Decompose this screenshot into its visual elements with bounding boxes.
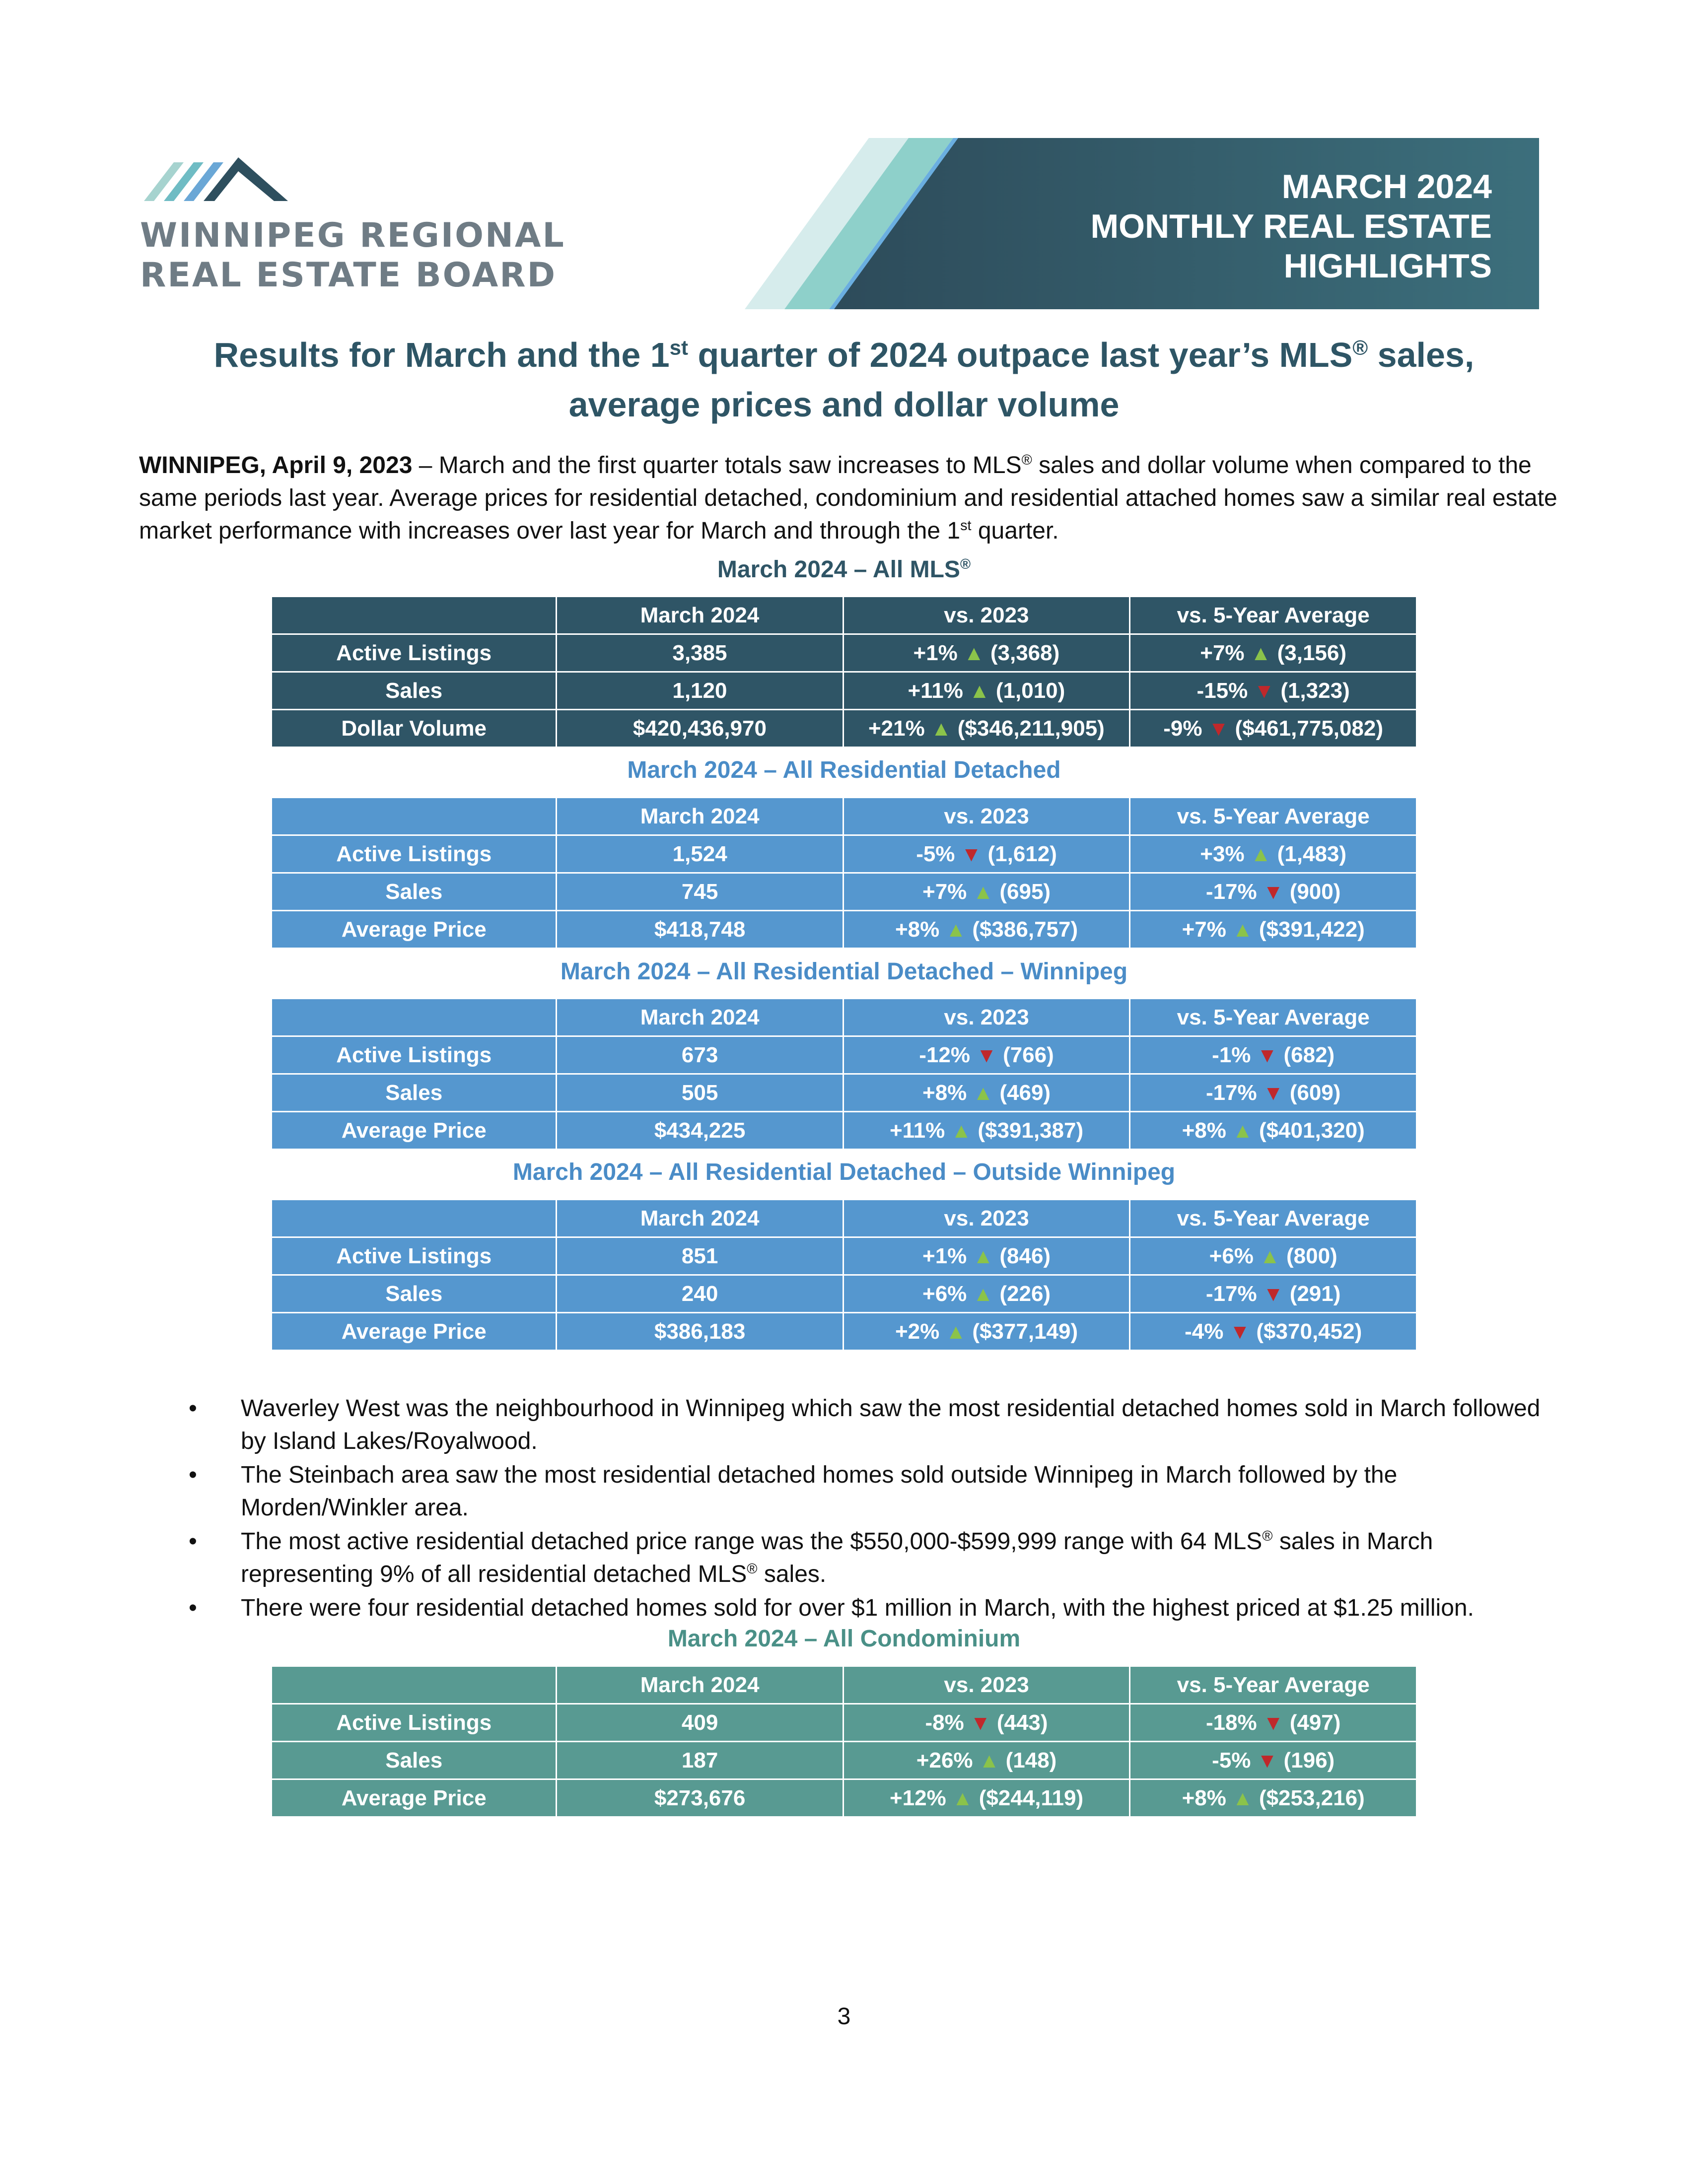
- header-vs-5yr: vs. 5-Year Average: [1130, 999, 1417, 1036]
- wrreb-logo: [140, 151, 565, 295]
- row-label: Average Price: [272, 911, 557, 949]
- intro-reg: ®: [1021, 452, 1032, 468]
- up-arrow-icon: ▲: [1232, 917, 1253, 941]
- table-row: [272, 1036, 1417, 1074]
- table-row: [272, 873, 1417, 911]
- vs-2023-cell: [843, 634, 1130, 672]
- pct: +1%: [922, 1243, 967, 1268]
- vs-2023-cell: [843, 835, 1130, 873]
- compare-value: (609): [1289, 1080, 1341, 1105]
- up-arrow-icon: ▲: [1260, 1244, 1280, 1268]
- vs-2023-cell: [843, 672, 1130, 710]
- vs-2023-cell: [843, 1742, 1130, 1779]
- row-value: $273,676: [557, 1779, 843, 1817]
- row-value: 1,120: [557, 672, 843, 710]
- compare-value: (900): [1289, 879, 1341, 904]
- up-arrow-icon: ▲: [1250, 842, 1271, 866]
- row-label: Sales: [272, 672, 557, 710]
- row-label: Sales: [272, 873, 557, 911]
- vs-2023-cell: [843, 1074, 1130, 1112]
- down-arrow-icon: ▼: [1263, 1081, 1284, 1104]
- headline: [139, 330, 1549, 429]
- vs-5yr-cell: [1130, 1112, 1417, 1150]
- caption-detached-winnipeg: March 2024 – All Residential Detached – Winnipeg: [560, 958, 1128, 985]
- down-arrow-icon: ▼: [1263, 1282, 1284, 1305]
- intro-text1: – March and the first quarter totals saw increases to MLS: [412, 452, 1022, 478]
- pct: +2%: [895, 1319, 940, 1344]
- table-row: [272, 911, 1417, 949]
- table-row: [272, 1742, 1417, 1779]
- bullet-text: There were four residential detached homes sold for over $1 million in March, with the highest priced at $1.25 million.: [241, 1595, 1474, 1621]
- row-label: Active Listings: [272, 1237, 557, 1275]
- compare-value: (1,323): [1280, 678, 1350, 703]
- row-value: 409: [557, 1704, 843, 1742]
- bullet-text: The most active residential detached price range was the $550,000-$599,999 range with 64 MLS: [241, 1528, 1263, 1555]
- down-arrow-icon: ▼: [1263, 880, 1284, 903]
- row-label: Sales: [272, 1742, 557, 1779]
- up-arrow-icon: ▲: [930, 716, 952, 740]
- table-row: [272, 1112, 1417, 1150]
- compare-value: (682): [1283, 1042, 1335, 1067]
- row-value: 240: [557, 1275, 843, 1313]
- header-march-2024: March 2024: [557, 798, 843, 835]
- row-label: Active Listings: [272, 634, 557, 672]
- vs-5yr-cell: [1130, 835, 1417, 873]
- caption-residential-detached: March 2024 – All Residential Detached: [627, 757, 1061, 783]
- row-value: $420,436,970: [557, 710, 843, 748]
- highlights-list: [139, 1392, 1559, 1626]
- compare-value: (3,156): [1277, 640, 1347, 665]
- logo-text-line1: WINNIPEG REGIONAL: [140, 216, 565, 255]
- reg-mark: ®: [747, 1561, 758, 1577]
- up-arrow-icon: ▲: [973, 1081, 994, 1104]
- table-residential-detached: [271, 797, 1417, 949]
- row-value: 3,385: [557, 634, 843, 672]
- pct: +7%: [1200, 640, 1245, 665]
- header-empty: [272, 1666, 557, 1704]
- compare-value: (800): [1286, 1243, 1337, 1268]
- vs-5yr-cell: [1130, 911, 1417, 949]
- up-arrow-icon: ▲: [973, 1244, 994, 1268]
- page-number: 3: [837, 2003, 851, 2030]
- banner-line1: MARCH 2024: [1281, 168, 1492, 205]
- pct: +6%: [922, 1281, 967, 1306]
- down-arrow-icon: ▼: [970, 1710, 991, 1734]
- compare-value: (1,010): [995, 678, 1065, 703]
- row-label: Sales: [272, 1074, 557, 1112]
- header-vs-2023: vs. 2023: [843, 798, 1130, 835]
- pct: +8%: [922, 1080, 967, 1105]
- header-march-2024: March 2024: [557, 1666, 843, 1704]
- header-vs-5yr: vs. 5-Year Average: [1130, 597, 1417, 634]
- vs-2023-cell: [843, 1704, 1130, 1742]
- row-label: Active Listings: [272, 1036, 557, 1074]
- pct: -5%: [916, 841, 955, 866]
- up-arrow-icon: ▲: [973, 1282, 994, 1305]
- vs-2023-cell: [843, 911, 1130, 949]
- down-arrow-icon: ▼: [961, 842, 982, 866]
- bullet-icon: •: [189, 1395, 197, 1422]
- row-label: Average Price: [272, 1112, 557, 1150]
- compare-value: ($244,119): [979, 1785, 1084, 1810]
- vs-5yr-cell: [1130, 1742, 1417, 1779]
- vs-5yr-cell: [1130, 1036, 1417, 1074]
- pct: -17%: [1205, 879, 1257, 904]
- table-row: [272, 1237, 1417, 1275]
- compare-value: (226): [999, 1281, 1051, 1306]
- row-value: 851: [557, 1237, 843, 1275]
- table-row: [272, 672, 1417, 710]
- header-banner: [745, 138, 1539, 309]
- row-value: 505: [557, 1074, 843, 1112]
- down-arrow-icon: ▼: [1208, 716, 1229, 740]
- row-label: Average Price: [272, 1313, 557, 1351]
- pct: -15%: [1196, 678, 1248, 703]
- compare-value: ($253,216): [1259, 1785, 1365, 1810]
- vs-5yr-cell: [1130, 710, 1417, 748]
- bullet-text: Waverley West was the neighbourhood in Winnipeg which saw the most residential detached homes sold in March followed by Island Lakes/Royalwood.: [241, 1395, 1541, 1454]
- intro-paragraph: [139, 449, 1559, 547]
- row-label: Sales: [272, 1275, 557, 1313]
- list-item: [139, 1525, 1559, 1591]
- table-row: [272, 634, 1417, 672]
- up-arrow-icon: ▲: [973, 880, 994, 903]
- header-vs-5yr: vs. 5-Year Average: [1130, 1200, 1417, 1237]
- header-vs-2023: vs. 2023: [843, 999, 1130, 1036]
- bullet-icon: •: [189, 1595, 197, 1621]
- headline-sup1: st: [669, 336, 688, 359]
- header-vs-5yr: vs. 5-Year Average: [1130, 798, 1417, 835]
- compare-value: (1,483): [1277, 841, 1347, 866]
- headline-line2: average prices and dollar volume: [568, 385, 1120, 424]
- table-condominium: [271, 1665, 1417, 1818]
- list-item: [139, 1459, 1559, 1524]
- vs-2023-cell: [843, 1237, 1130, 1275]
- bullet-icon: •: [189, 1462, 197, 1488]
- pct: +21%: [868, 716, 925, 741]
- up-arrow-icon: ▲: [952, 1786, 973, 1810]
- vs-2023-cell: [843, 1313, 1130, 1351]
- compare-value: ($391,387): [978, 1118, 1084, 1143]
- headline-part2: quarter of 2024 outpace last year’s MLS: [688, 336, 1353, 374]
- pct: -1%: [1212, 1042, 1251, 1067]
- intro-text3: quarter.: [971, 518, 1059, 544]
- compare-value: (469): [999, 1080, 1051, 1105]
- compare-value: ($377,149): [972, 1319, 1078, 1344]
- header-empty: [272, 597, 557, 634]
- vs-5yr-cell: [1130, 1704, 1417, 1742]
- table-header-row: [272, 999, 1417, 1036]
- down-arrow-icon: ▼: [1257, 1748, 1278, 1772]
- table-header-row: [272, 798, 1417, 835]
- pct: +8%: [1182, 1118, 1226, 1143]
- up-arrow-icon: ▲: [945, 917, 967, 941]
- logo-text-line2: REAL ESTATE BOARD: [140, 256, 557, 295]
- bullet-text: sales.: [757, 1561, 827, 1587]
- header-march-2024: March 2024: [557, 597, 843, 634]
- pct: +26%: [916, 1748, 973, 1773]
- compare-value: ($461,775,082): [1235, 716, 1384, 741]
- row-value: 187: [557, 1742, 843, 1779]
- header-vs-2023: vs. 2023: [843, 597, 1130, 634]
- row-label: Active Listings: [272, 1704, 557, 1742]
- row-label: Average Price: [272, 1779, 557, 1817]
- compare-value: (846): [999, 1243, 1051, 1268]
- header-vs-2023: vs. 2023: [843, 1200, 1130, 1237]
- banner-line3: HIGHLIGHTS: [1283, 247, 1492, 285]
- table-row: [272, 1704, 1417, 1742]
- list-item: [139, 1592, 1559, 1625]
- table-row: [272, 1779, 1417, 1817]
- down-arrow-icon: ▼: [976, 1043, 997, 1067]
- compare-value: ($346,211,905): [957, 716, 1105, 741]
- vs-2023-cell: [843, 710, 1130, 748]
- pct: +11%: [889, 1118, 945, 1143]
- header-empty: [272, 1200, 557, 1237]
- compare-value: ($401,320): [1259, 1118, 1365, 1143]
- header-march-2024: March 2024: [557, 1200, 843, 1237]
- compare-value: (766): [1003, 1042, 1054, 1067]
- header-empty: [272, 798, 557, 835]
- pct: -17%: [1205, 1281, 1257, 1306]
- vs-2023-cell: [843, 1779, 1130, 1817]
- table-detached-outside-winnipeg: [271, 1199, 1417, 1351]
- header-empty: [272, 999, 557, 1036]
- vs-5yr-cell: [1130, 1275, 1417, 1313]
- down-arrow-icon: ▼: [1229, 1319, 1251, 1343]
- caption-all-mls-text: March 2024 – All MLS: [717, 556, 960, 583]
- compare-value: (148): [1005, 1748, 1057, 1773]
- table-row: [272, 710, 1417, 748]
- compare-value: (497): [1289, 1710, 1341, 1735]
- caption-condominium: March 2024 – All Condominium: [667, 1626, 1021, 1652]
- pct: +12%: [889, 1785, 946, 1810]
- table-detached-winnipeg: [271, 998, 1417, 1150]
- caption-all-mls-sup: ®: [960, 556, 971, 572]
- up-arrow-icon: ▲: [969, 679, 990, 702]
- pct: +11%: [908, 678, 963, 703]
- bullet-text: The Steinbach area saw the most residential detached homes sold outside Winnipeg in March followed by the Morden/Winkler area.: [241, 1462, 1398, 1521]
- compare-value: (196): [1283, 1748, 1335, 1773]
- up-arrow-icon: ▲: [1232, 1786, 1253, 1810]
- header-march-2024: March 2024: [557, 999, 843, 1036]
- compare-value: (443): [996, 1710, 1048, 1735]
- banner-title: [1090, 167, 1492, 286]
- caption-all-mls: [271, 555, 1417, 585]
- vs-2023-cell: [843, 873, 1130, 911]
- vs-2023-cell: [843, 1112, 1130, 1150]
- pct: +7%: [922, 879, 967, 904]
- table-header-row: [272, 1666, 1417, 1704]
- vs-5yr-cell: [1130, 672, 1417, 710]
- row-value: 1,524: [557, 835, 843, 873]
- compare-value: (1,612): [987, 841, 1057, 866]
- table-header-row: [272, 1200, 1417, 1237]
- pct: +1%: [913, 640, 958, 665]
- up-arrow-icon: ▲: [1250, 641, 1271, 665]
- pct: +8%: [895, 917, 940, 942]
- pct: -4%: [1185, 1319, 1224, 1344]
- vs-5yr-cell: [1130, 1237, 1417, 1275]
- vs-2023-cell: [843, 1036, 1130, 1074]
- list-item: [139, 1392, 1559, 1458]
- table-row: [272, 1275, 1417, 1313]
- vs-5yr-cell: [1130, 1779, 1417, 1817]
- up-arrow-icon: ▲: [964, 641, 985, 665]
- header-vs-5yr: vs. 5-Year Average: [1130, 1666, 1417, 1704]
- row-label: Dollar Volume: [272, 710, 557, 748]
- compare-value: (3,368): [990, 640, 1060, 665]
- headline-sup2: ®: [1352, 336, 1368, 359]
- compare-value: ($386,757): [972, 917, 1078, 942]
- table-row: [272, 1074, 1417, 1112]
- up-arrow-icon: ▲: [945, 1319, 967, 1343]
- pct: -8%: [925, 1710, 964, 1735]
- pct: -9%: [1163, 716, 1202, 741]
- compare-value: (695): [999, 879, 1051, 904]
- banner-line2: MONTHLY REAL ESTATE: [1090, 207, 1492, 245]
- pct: +7%: [1182, 917, 1226, 942]
- compare-value: ($391,422): [1259, 917, 1365, 942]
- caption-detached-outside-winnipeg: March 2024 – All Residential Detached – Outside Winnipeg: [512, 1159, 1176, 1185]
- pct: -18%: [1205, 1710, 1257, 1735]
- row-value: 673: [557, 1036, 843, 1074]
- row-value: $434,225: [557, 1112, 843, 1150]
- compare-value: (291): [1289, 1281, 1341, 1306]
- vs-5yr-cell: [1130, 1313, 1417, 1351]
- row-value: $386,183: [557, 1313, 843, 1351]
- headline-part3: sales,: [1368, 336, 1475, 374]
- table-row: [272, 1313, 1417, 1351]
- vs-5yr-cell: [1130, 634, 1417, 672]
- intro-text2: sales and dollar volume when compared to the same periods last year. Average prices for residential detached, condominium and residential attached homes saw a similar real estate market performance with increases over last year for March and through the 1: [139, 452, 1557, 544]
- table-all-mls: [271, 596, 1417, 748]
- pct: -17%: [1205, 1080, 1257, 1105]
- table-header-row: [272, 597, 1417, 634]
- compare-value: ($370,452): [1256, 1319, 1362, 1344]
- down-arrow-icon: ▼: [1257, 1043, 1278, 1067]
- bullet-text: sales in March representing 9% of all residential detached MLS: [241, 1528, 1433, 1587]
- pct: +6%: [1209, 1243, 1254, 1268]
- vs-2023-cell: [843, 1275, 1130, 1313]
- headline-part1: Results for March and the 1: [213, 336, 670, 374]
- pct: -12%: [919, 1042, 971, 1067]
- pct: -5%: [1212, 1748, 1251, 1773]
- row-label: Active Listings: [272, 835, 557, 873]
- roof-lines-logo-icon: [144, 151, 293, 206]
- bullet-icon: •: [189, 1528, 197, 1555]
- vs-5yr-cell: [1130, 873, 1417, 911]
- down-arrow-icon: ▼: [1254, 679, 1275, 702]
- up-arrow-icon: ▲: [979, 1748, 1000, 1772]
- row-value: 745: [557, 873, 843, 911]
- up-arrow-icon: ▲: [951, 1118, 972, 1142]
- reg-mark: ®: [1262, 1528, 1273, 1544]
- pct: +3%: [1200, 841, 1245, 866]
- up-arrow-icon: ▲: [1232, 1118, 1253, 1142]
- header-vs-2023: vs. 2023: [843, 1666, 1130, 1704]
- intro-sup: st: [960, 518, 972, 534]
- row-value: $418,748: [557, 911, 843, 949]
- down-arrow-icon: ▼: [1263, 1710, 1284, 1734]
- vs-5yr-cell: [1130, 1074, 1417, 1112]
- pct: +8%: [1182, 1785, 1226, 1810]
- dateline: WINNIPEG, April 9, 2023: [139, 452, 413, 478]
- table-row: [272, 835, 1417, 873]
